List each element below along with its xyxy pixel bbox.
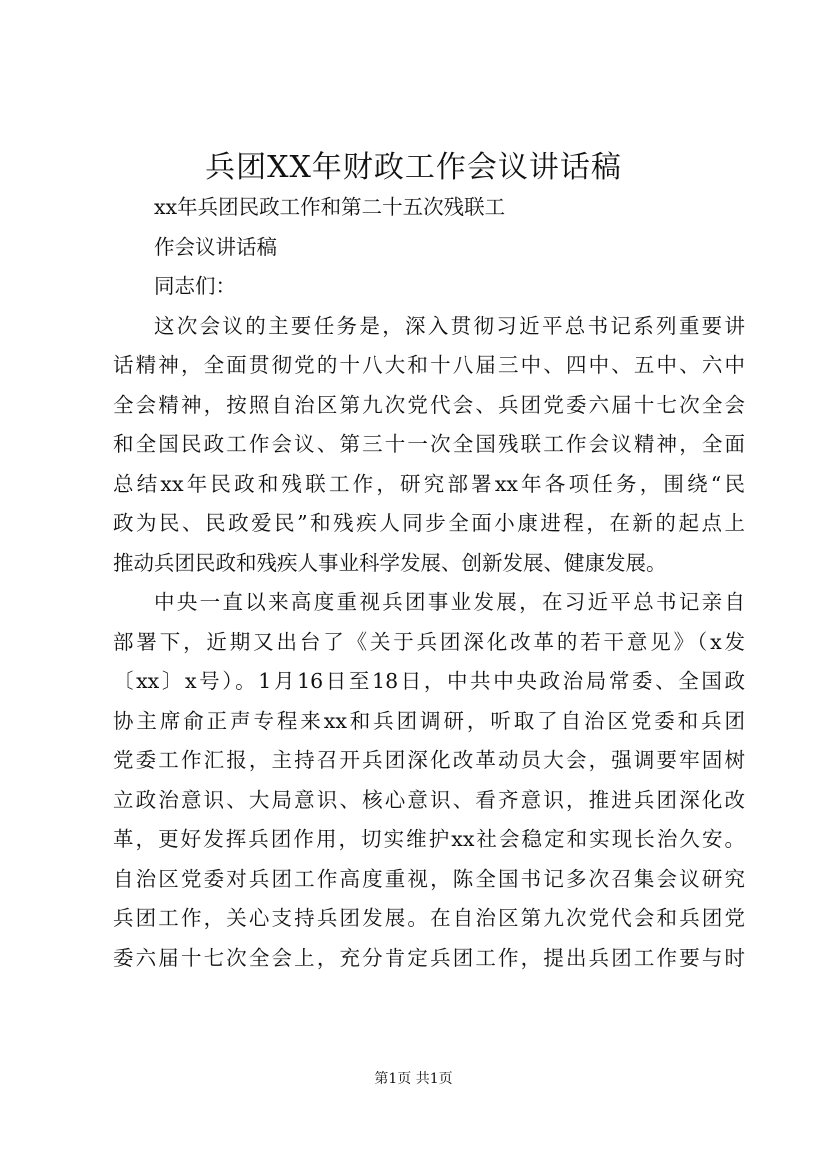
body-text-line: 作会议讲话稿 (154, 234, 277, 259)
body-text-line: 这次会议的主要任务是，深入贯彻习近平总书记系列重要讲 (154, 313, 745, 338)
body-text-line: 话精神，全面贯彻党的十八大和十八届三中、四中、五中、六中 (113, 353, 745, 377)
body-text-line: 同志们： (154, 274, 236, 298)
body-text-line: 协主席俞正声专程来xx和兵团调研，听取了自治区党委和兵团 (113, 708, 745, 733)
body-text-line: 革，更好发挥兵团作用，切实维护xx社会稳定和实现长治久安。 (113, 827, 745, 851)
body-text-line: 政为民、民政爱民”和残疾人同步全面小康进程，在新的起点上 (113, 511, 745, 535)
body-text-line: 兵团工作，关心支持兵团发展。在自治区第九次党代会和兵团党 (113, 906, 745, 930)
body-text-line: 〔xx〕x号）。1月16日至18日，中共中央政治局常委、全国政 (113, 669, 745, 693)
body-text-line: 自治区党委对兵团工作高度重视，陈全国书记多次召集会议研究 (113, 866, 745, 891)
body-text-line: 推动兵团民政和残疾人事业科学发展、创新发展、健康发展。 (113, 550, 667, 575)
body-text-line: 立政治意识、大局意识、核心意识、看齐意识，推进兵团深化改 (113, 787, 745, 812)
body-text-line: 和全国民政工作会议、第三十一次全国残联工作会议精神，全面 (113, 432, 745, 456)
body-text-line: 中央一直以来高度重视兵团事业发展，在习近平总书记亲自 (154, 590, 745, 614)
document-title: 兵团XX年财政工作会议讲话稿 (205, 150, 622, 185)
page-footer: 第1页 共1页 (374, 1071, 453, 1087)
body-text-line: 全会精神，按照自治区第九次党代会、兵团党委六届十七次全会 (113, 392, 745, 417)
body-text-line: 部署下，近期又出台了《关于兵团深化改革的若干意见》（x发 (113, 629, 745, 654)
document-body (113, 188, 745, 978)
body-text-line: 党委工作汇报，主持召开兵团深化改革动员大会，强调要牢固树 (113, 748, 745, 772)
body-text-line: 总结xx年民政和残联工作，研究部署xx年各项任务，围绕“民 (113, 471, 745, 496)
body-text-line: xx年兵团民政工作和第二十五次残联工 (154, 195, 506, 219)
body-text-line: 委六届十七次全会上，充分肯定兵团工作，提出兵团工作要与时 (113, 945, 745, 970)
